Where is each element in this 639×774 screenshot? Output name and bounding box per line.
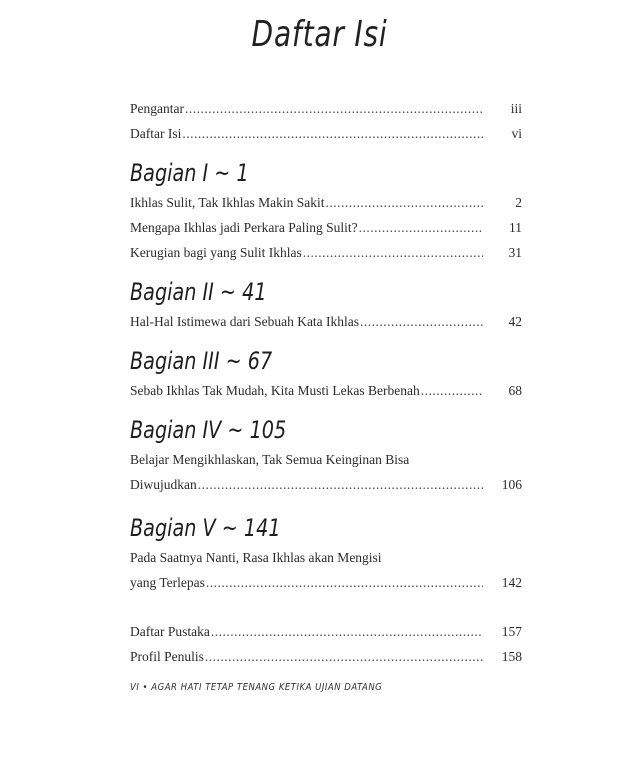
section-heading-bagian-1: Bagian I ~ 1: [130, 159, 249, 187]
entry-label-continued: Diwujudkan: [130, 477, 197, 492]
toc-entry-daftar-pustaka[interactable]: [130, 619, 522, 644]
toc-entry[interactable]: [130, 190, 522, 215]
page-title: Daftar Isi: [251, 14, 388, 55]
toc-entry-daftar-isi[interactable]: [130, 121, 522, 146]
leader-dots: [205, 644, 483, 669]
entry-page: 42: [508, 314, 522, 329]
leader-dots: [303, 240, 483, 265]
entry-label: Mengapa Ikhlas jadi Perkara Paling Sulit?: [130, 220, 358, 235]
entry-label: Hal-Hal Istimewa dari Sebuah Kata Ikhlas: [130, 314, 360, 329]
toc-entry-line-1[interactable]: [130, 545, 522, 570]
toc-entry[interactable]: [130, 378, 522, 403]
entry-label: Belajar Mengikhlaskan, Tak Semua Keinginan Bisa: [130, 452, 410, 467]
section-heading-bagian-3: Bagian III ~ 67: [130, 347, 273, 375]
entry-label: Daftar Pustaka: [130, 624, 210, 639]
toc-entry-line-2[interactable]: [130, 570, 522, 595]
running-footer: VI • AGAR HATI TETAP TENANG KETIKA UJIAN DATANG: [130, 682, 383, 693]
toc-entry[interactable]: [130, 240, 522, 265]
entry-label: Profil Penulis: [130, 649, 204, 664]
entry-page: 68: [508, 383, 522, 398]
section-heading-bagian-4: Bagian IV ~ 105: [130, 416, 287, 444]
entry-label: Pada Saatnya Nanti, Rasa Ikhlas akan Mengisi: [130, 550, 382, 565]
entry-label: Sebab Ikhlas Tak Mudah, Kita Musti Lekas Berbenah: [130, 383, 420, 398]
leader-dots: [182, 121, 483, 146]
leader-dots: [360, 309, 483, 334]
entry-page: 31: [508, 245, 522, 260]
leader-dots: [198, 472, 483, 497]
section-heading-bagian-2: Bagian II ~ 41: [130, 278, 267, 306]
entry-label: Kerugian bagi yang Sulit Ikhlas: [130, 245, 302, 260]
leader-dots: [206, 570, 483, 595]
entry-page: 2: [515, 195, 522, 210]
toc-entry[interactable]: [130, 309, 522, 334]
toc-entry[interactable]: [130, 215, 522, 240]
entry-label: Daftar Isi: [130, 126, 182, 141]
entry-page: 106: [501, 477, 522, 492]
toc-entry-profil-penulis[interactable]: [130, 644, 522, 669]
leader-dots: [421, 378, 483, 403]
entry-page: iii: [510, 101, 522, 116]
entry-page: 142: [501, 575, 522, 590]
toc-entry-line-1[interactable]: [130, 447, 522, 472]
entry-label-continued: yang Terlepas: [130, 575, 205, 590]
leader-dots: [185, 96, 483, 121]
entry-page: 157: [501, 624, 522, 639]
table-of-contents: [130, 96, 522, 669]
entry-page: vi: [511, 126, 522, 141]
entry-page: 11: [509, 220, 522, 235]
toc-entry-pengantar[interactable]: [130, 96, 522, 121]
toc-entry-line-2[interactable]: [130, 472, 522, 497]
leader-dots: [211, 619, 483, 644]
section-heading-bagian-5: Bagian V ~ 141: [130, 514, 281, 542]
entry-page: 158: [501, 649, 522, 664]
entry-label: Pengantar: [130, 101, 184, 116]
entry-label: Ikhlas Sulit, Tak Ikhlas Makin Sakit: [130, 195, 325, 210]
leader-dots: [326, 190, 483, 215]
leader-dots: [359, 215, 483, 240]
